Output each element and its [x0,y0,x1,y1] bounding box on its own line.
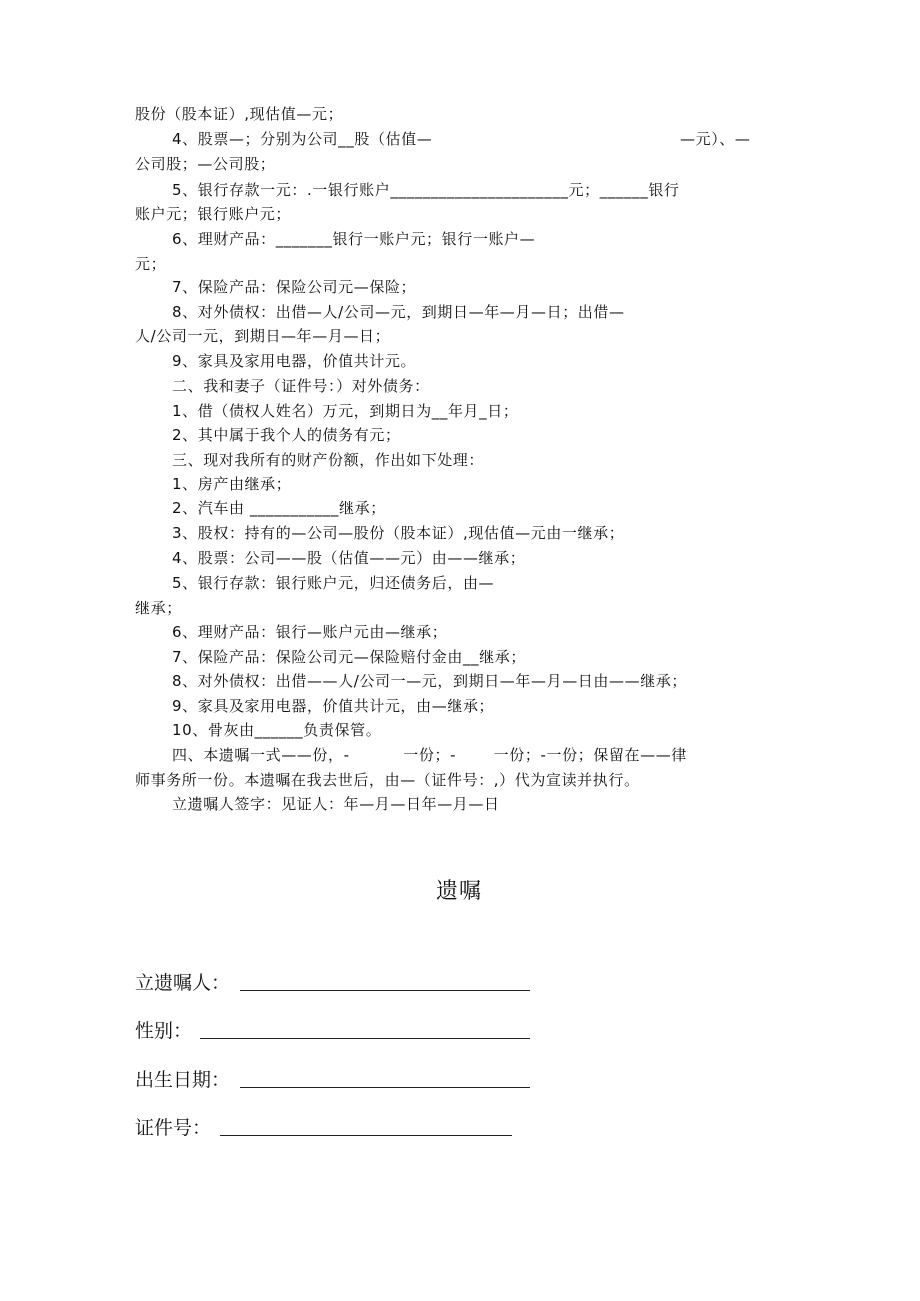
text-line: 师事务所一份。本遗嘱在我去世后，由—（证件号：,）代为宣读并执行。 [135,771,640,789]
text-line: 6、理财产品：银行—账户元由—继承； [172,623,448,641]
signature-line: 立遗嘱人签字：见证人：年—月—日年—月—日 [172,795,500,813]
text-line: 7、保险产品：保险公司元—保险赔付金由__继承； [172,648,526,666]
birth-date-field[interactable] [240,1087,530,1088]
birth-date-label: 出生日期： [135,1069,231,1091]
text-line: 4、股票—；分别为公司__股（估值— [172,130,433,148]
gender-field[interactable] [200,1038,530,1039]
text-line: 2、汽车由 ___________继承； [172,499,386,517]
text-line: 6、理财产品：_______银行一账户元；银行一账户— [172,230,536,248]
text-line: 5、银行存款一元：.一银行账户______________________元；______银行 [172,181,680,199]
gender-label: 性别： [135,1020,193,1042]
text-line: 股份（股本证）,现估值—元； [135,105,344,123]
text-line: 元； [135,255,167,273]
testator-field[interactable] [240,990,530,991]
text-line: 公司股；—公司股； [135,155,276,173]
page-title: 遗嘱 [436,879,483,904]
text-line: —元）、— [680,130,751,148]
text-line: 8、对外债权：出借——人/公司一—元，到期日—年—月—日由——继承； [172,672,687,690]
text-line: 9、家具及家用电器，价值共计元。 [172,352,417,370]
text-line: 4、股票：公司——股（估值——元）由——继承； [172,549,526,567]
text-line: 人/公司一元，到期日—年—月—日； [135,327,391,345]
text-line: 账户元；银行账户元； [135,205,292,223]
text-line: 7、保险产品：保险公司元—保险； [172,278,417,296]
id-number-label: 证件号： [135,1117,212,1139]
text-line: 8、对外债权：出借—人/公司—元，到期日—年—月—日；出借— [172,303,625,321]
text-line: 2、其中属于我个人的债务有元； [172,426,401,444]
testator-label: 立遗嘱人： [135,972,231,994]
text-line: 3、股权：持有的—公司—股份（股本证）,现估值—元由一继承； [172,524,625,542]
text-line: 继承； [135,599,182,617]
text-line: 5、银行存款：银行账户元，归还债务后，由— [172,574,495,592]
id-number-field[interactable] [220,1135,512,1136]
section-heading: 二、我和妻子（证件号：）对外债务： [172,377,430,395]
text-line: 1、借（债权人姓名）万元，到期日为__年月_日； [172,402,519,420]
text-line: 10、骨灰由______负责保管。 [172,721,382,739]
text-line: 9、家具及家用电器，价值共计元，由—继承； [172,697,495,715]
section-heading: 三、现对我所有的财产份额，作出如下处理： [172,451,485,469]
section-heading: 四、本遗嘱一式——份，- 一份；- 一份；-一份；保留在——律 [172,746,687,764]
text-line: 1、房产由继承； [172,475,292,493]
